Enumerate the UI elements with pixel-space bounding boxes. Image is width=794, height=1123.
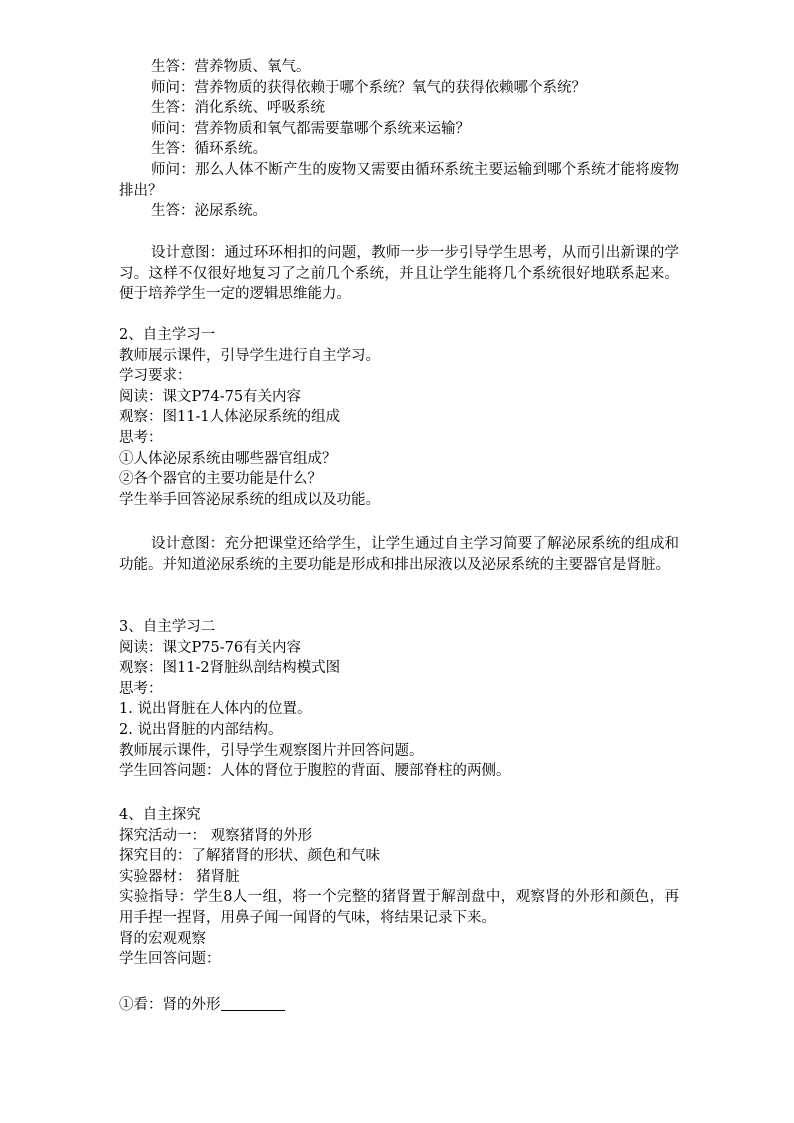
section-line: ②各个器官的主要功能是什么？ bbox=[119, 471, 322, 488]
section-line: ①人体泌尿系统由哪些器官组成？ bbox=[119, 450, 337, 467]
section-line: 观察：图11-1人体泌尿系统的组成 bbox=[119, 409, 341, 426]
observation-label: ①看：肾的外形 bbox=[119, 997, 221, 1013]
observation-prompt bbox=[119, 995, 679, 1016]
section-line: 教师展示课件，引导学生进行自主学习。 bbox=[119, 347, 380, 364]
experiment-guide: 实验指导：学生8人一组，将一个完整的猪肾置于解剖盘中，观察肾的外形和颜色，再用手捏一捏肾，用鼻子闻一闻肾的气味，将结果记录下来。 bbox=[119, 889, 679, 926]
section-line: 思考： bbox=[119, 680, 163, 697]
section-line: 学生回答问题：人体的肾位于腹腔的背面、腰部脊柱的两侧。 bbox=[119, 763, 511, 780]
dialogue-line: 生答：消化系统、呼吸系统 bbox=[151, 100, 325, 117]
section-line: 学生举手回答泌尿系统的组成以及功能。 bbox=[119, 491, 380, 508]
dialogue-line: 师问：营养物质和氧气都需要靠哪个系统来运输？ bbox=[151, 120, 470, 137]
section-line: 观察：图11-2肾脏纵剖结构模式图 bbox=[119, 660, 341, 677]
section-self-study-one bbox=[119, 325, 679, 510]
section-line: 探究目的：了解猪肾的形状、颜色和气味 bbox=[119, 848, 380, 865]
dialogue-line: 生答：营养物质、氧气。 bbox=[151, 59, 311, 75]
section-heading: 4、自主探究 bbox=[119, 807, 201, 823]
section-heading: 3、自主学习二 bbox=[119, 619, 216, 635]
section-line: 1. 说出肾脏在人体内的位置。 bbox=[119, 701, 312, 718]
section-line: 思考： bbox=[119, 429, 163, 446]
dialogue-line: 生答：泌尿系统。 bbox=[151, 203, 267, 220]
dialogue-line: 师问：营养物质的获得依赖于哪个系统？氧气的获得依赖哪个系统？ bbox=[151, 79, 586, 96]
dialogue-line: 生答：循环系统。 bbox=[151, 141, 267, 158]
design-intent-paragraph: 设计意图：充分把课堂还给学生，让学生通过自主学习简要了解泌尿系统的组成和功能。并知道泌尿系统的主要功能是形成和排出尿液以及泌尿系统的主要器官是肾脏。 bbox=[119, 536, 679, 573]
answer-blank[interactable] bbox=[221, 996, 285, 1011]
section-inquiry bbox=[119, 805, 679, 970]
section-line: 2. 说出肾脏的内部结构。 bbox=[119, 721, 283, 738]
section-line: 学生回答问题： bbox=[119, 951, 221, 968]
dialogue-line: 师问：那么人体不断产生的废物又需要由循环系统主要运输到哪个系统才能将废物排出？ bbox=[119, 161, 679, 199]
section-line: 教师展示课件，引导学生观察图片并回答问题。 bbox=[119, 742, 424, 759]
section-self-study-two bbox=[119, 617, 679, 782]
section-heading: 2、自主学习一 bbox=[119, 327, 216, 343]
section-line: 探究活动一： 观察猪肾的外形 bbox=[119, 827, 313, 844]
section-line: 阅读：课文P75-76有关内容 bbox=[119, 639, 302, 656]
section-line: 实验器材： 猪肾脏 bbox=[119, 868, 240, 885]
design-intent-paragraph: 设计意图：通过环环相扣的问题，教师一步一步引导学生思考，从而引出新课的学习。这样不仅很好地复习了之前几个系统，并且让学生能将几个系统很好地联系起来。便于培养学生一定的逻辑思维能力。 bbox=[119, 245, 679, 303]
section-line: 学习要求： bbox=[119, 368, 192, 385]
section-line: 阅读：课文P74-75有关内容 bbox=[119, 388, 302, 405]
dialogue-block bbox=[119, 57, 679, 222]
section-line: 肾的宏观观察 bbox=[119, 930, 206, 947]
